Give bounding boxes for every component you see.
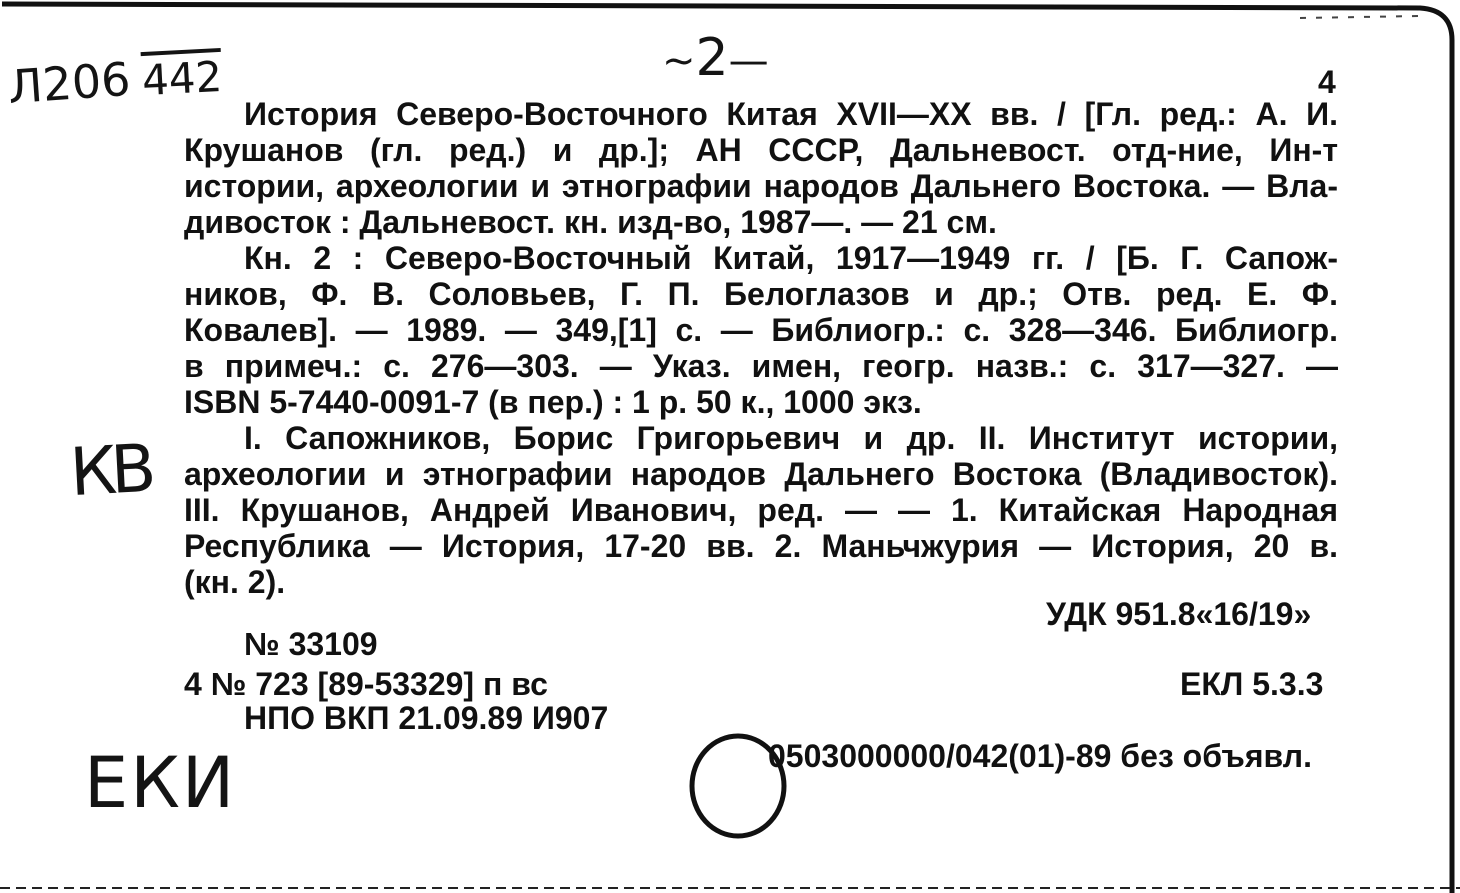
call-number: Л206: [6, 51, 133, 115]
bottom-note: ЕКИ: [84, 742, 237, 824]
page-mark-number: 2: [695, 28, 729, 88]
entry-line: Ковалев]. — 1989. — 349,[1] с. — Библиогр.: с. 328—346. Библиогр.: [184, 312, 1338, 348]
ekl-code: ЕКЛ 5.3.3: [1180, 666, 1324, 702]
struck-number: [141, 52, 224, 105]
entry-line: в примеч.: с. 276—303. — Указ. имен, геогр. назв.: с. 317—327. —: [184, 348, 1338, 384]
card-index: 4: [1318, 64, 1336, 100]
struck-number-text: 442: [140, 51, 224, 106]
entry-line: I. Сапожников, Борис Григорьевич и др. II. Институт истории,: [244, 420, 1338, 456]
entry-line: Республика — История, 17-20 вв. 2. Маньчжурия — История, 20 в.: [184, 528, 1338, 564]
price-code: 0503000000/042(01)-89 без объявл.: [768, 738, 1313, 774]
udk-code: УДК 951.8«16/19»: [1046, 596, 1312, 632]
entry-line: Кн. 2 : Северо-Восточный Китай, 1917—1949 гг. / [Б. Г. Сапож-: [244, 240, 1338, 276]
entry-line: История Северо-Восточного Китая XVII—XX вв. / [Гл. ред.: А. И.: [244, 96, 1338, 132]
npo-line: НПО ВКП 21.09.89 И907: [244, 700, 609, 736]
entry-line: III. Крушанов, Андрей Иванович, ред. — — 1. Китайская Народная: [184, 492, 1338, 528]
entry-line: дивосток : Дальневост. кн. изд-во, 1987—. — 21 см.: [184, 204, 997, 240]
entry-line: (кн. 2).: [184, 564, 286, 600]
initials: КВ: [68, 429, 153, 512]
entry-line: истории, археологии и этнографии народов Дальнего Востока. — Вла-: [184, 168, 1338, 204]
entry-line: Крушанов (гл. ред.) и др.]; АН СССР, Дальневост. отд-ние, Ин-т: [184, 132, 1338, 168]
entry-line: ISBN 5-7440-0091-7 (в пер.) : 1 р. 50 к., 1000 экз.: [184, 384, 922, 420]
page-mark: ~2—: [662, 28, 769, 88]
order-line: 4 № 723 [89-53329] п вс: [184, 666, 548, 702]
entry-line: ников, Ф. В. Соловьев, Г. П. Белоглазов и др.; Отв. ред. Е. Ф.: [184, 276, 1338, 312]
entry-line: археологии и этнографии народов Дальнего Востока (Владивосток).: [184, 456, 1338, 492]
inventory-number: № 33109: [244, 626, 378, 662]
